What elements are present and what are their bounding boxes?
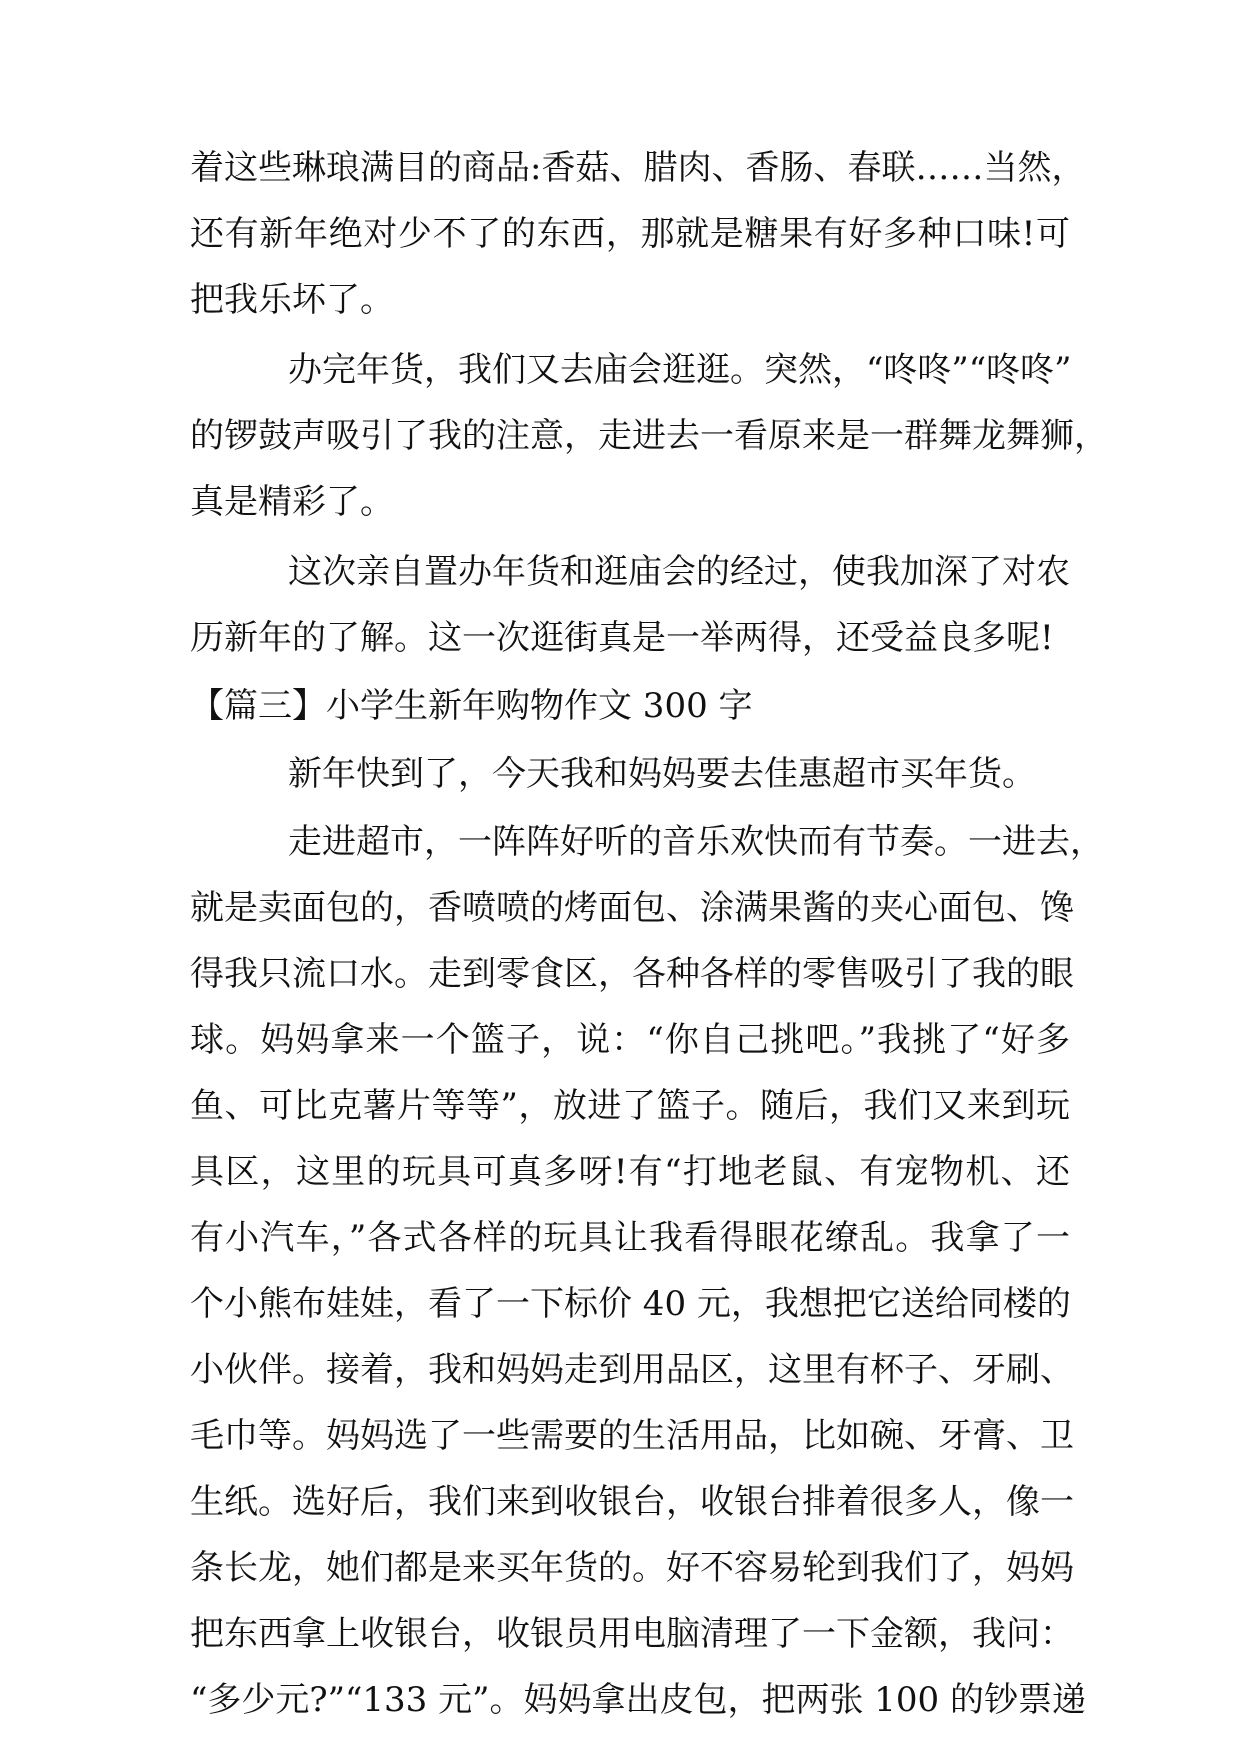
text-line: 还有新年绝对少不了的东西，那就是糖果有好多种口味!可 (190, 214, 1070, 254)
text-line: 这次亲自置办年货和逛庙会的经过，使我加深了对农 (288, 552, 1070, 592)
section-heading: 【篇三】小学生新年购物作文 300 字 (190, 686, 753, 726)
text-line: 就是卖面包的，香喷喷的烤面包、涂满果酱的夹心面包、馋 (190, 888, 1074, 928)
text-line: 得我只流口水。走到零食区，各种各样的零售吸引了我的眼 (190, 954, 1074, 994)
text-line: 历新年的了解。这一次逛街真是一举两得，还受益良多呢! (190, 618, 1054, 658)
text-line: 把东西拿上收银台，收银员用电脑清理了一下金额，我问： (190, 1614, 1074, 1654)
text-line: 真是精彩了。 (190, 482, 394, 522)
text-line: 有小汽车，”各式各样的玩具让我看得眼花缭乱。我拿了一 (190, 1218, 1070, 1258)
text-line: 个小熊布娃娃，看了一下标价 40 元，我想把它送给同楼的 (190, 1284, 1071, 1324)
text-line: 具区，这里的玩具可真多呀!有“打地老鼠、有宠物机、还 (190, 1152, 1070, 1192)
text-line: “多少元?”“133 元”。妈妈拿出皮包，把两张 100 的钞票递 (190, 1680, 1086, 1720)
text-line: 办完年货，我们又去庙会逛逛。突然，“咚咚”“咚咚” (288, 350, 1072, 390)
text-line: 的锣鼓声吸引了我的注意，走进去一看原来是一群舞龙舞狮， (190, 416, 1108, 456)
text-line: 小伙伴。接着，我和妈妈走到用品区，这里有杯子、牙刷、 (190, 1350, 1074, 1390)
text-line: 条长龙，她们都是来买年货的。好不容易轮到我们了，妈妈 (190, 1548, 1074, 1588)
text-line: 毛巾等。妈妈选了一些需要的生活用品，比如碗、牙膏、卫 (190, 1416, 1074, 1456)
text-line: 生纸。选好后，我们来到收银台，收银台排着很多人，像一 (190, 1482, 1074, 1522)
text-line: 走进超市，一阵阵好听的音乐欢快而有节奏。一进去， (288, 822, 1104, 862)
text-line: 球。妈妈拿来一个篮子，说：“你自己挑吧。”我挑了“好多 (190, 1020, 1070, 1060)
text-line: 鱼、可比克薯片等等”，放进了篮子。随后，我们又来到玩 (190, 1086, 1070, 1126)
text-line: 把我乐坏了。 (190, 280, 394, 320)
text-line: 着这些琳琅满目的商品:香菇、腊肉、香肠、春联……当然， (190, 148, 1086, 188)
text-line: 新年快到了，今天我和妈妈要去佳惠超市买年货。 (288, 754, 1036, 794)
